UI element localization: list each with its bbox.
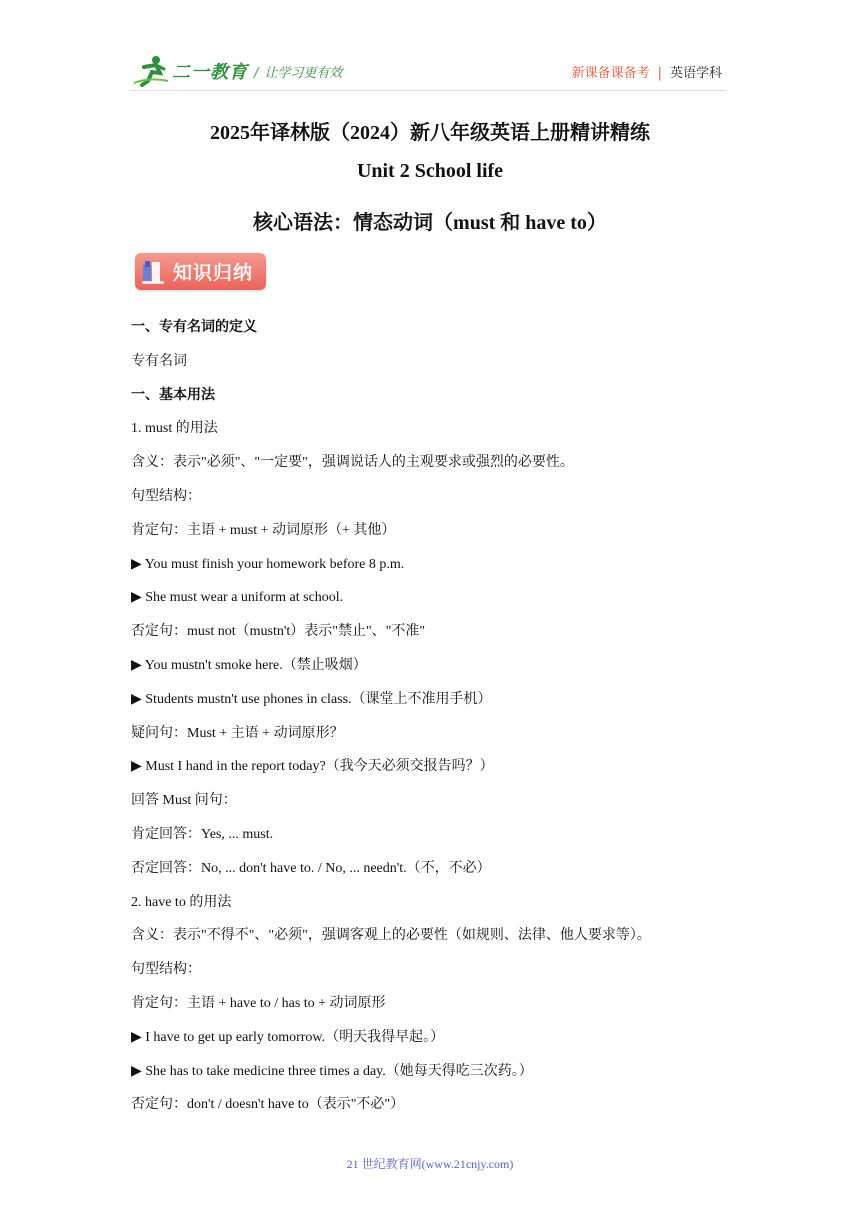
slogan-text: 让学习更有效 — [264, 66, 343, 81]
knowledge-summary-badge — [135, 253, 266, 290]
footer-source: 21 世纪教育网(www.21cnjy.com) — [346, 1157, 514, 1171]
section-heading: 一、专有名词的定义 — [131, 320, 257, 335]
subsection-heading: 2. have to 的用法 — [131, 894, 232, 910]
text-line: 否定回答：No, ... don't have to. / No, ... needn't.（不，不必） — [131, 860, 491, 876]
logo-text: 二一教育 — [172, 62, 248, 83]
subject-tag: 英语学科 — [669, 66, 722, 81]
text-line: 疑问句：Must + 主语 + 动词原形？ — [131, 725, 344, 741]
text-line: 回答 Must 问句： — [131, 793, 237, 809]
header-divider — [130, 90, 726, 91]
header-tags — [572, 62, 722, 81]
text-line: 肯定句：主语 + must + 动词原形（+ 其他） — [131, 522, 396, 538]
text-line: 专有名词 — [131, 353, 187, 369]
text-line: 肯定句：主语 + have to / has to + 动词原形 — [131, 995, 386, 1011]
example-line: ▶ Must I hand in the report today?（我今天必须交报告吗？） — [131, 759, 494, 775]
section-heading: 一、基本用法 — [131, 387, 215, 403]
runner-logo-icon — [130, 55, 170, 87]
text-line: 肯定回答：Yes, ... must. — [131, 826, 274, 842]
example-line: ▶ Students mustn't use phones in class.（课堂上不准用手机） — [131, 691, 492, 707]
text-line: 含义：表示"不得不"、"必须"，强调客观上的必要性（如规则、法律、他人要求等）。 — [131, 928, 651, 944]
books-icon — [141, 259, 165, 285]
text-line: 句型结构： — [131, 962, 201, 978]
example-line: ▶ She has to take medicine three times a day.（她每天得吃三次药。） — [131, 1063, 533, 1079]
example-line: ▶ You mustn't smoke here.（禁止吸烟） — [131, 657, 367, 673]
slash-divider: / — [254, 66, 259, 81]
course-tag: 新课备课备考 — [571, 66, 650, 81]
example-line: ▶ I have to get up early tomorrow.（明天我得早起。） — [131, 1029, 445, 1045]
document-body — [131, 311, 731, 1122]
text-line: 句型结构： — [131, 488, 201, 504]
header-slogan — [254, 62, 342, 81]
text-line: 含义：表示"必须"、"一定要"，强调说话人的主观要求或强烈的必要性。 — [131, 455, 574, 471]
page-header — [130, 55, 730, 91]
unit-title: Unit 2 School life — [356, 160, 504, 182]
text-line: 否定句：must not（mustn't）表示"禁止"、"不准" — [131, 624, 426, 640]
logo — [130, 55, 248, 87]
document-title: 2025年译林版（2024）新八年级英语上册精讲精练 — [210, 122, 650, 144]
text-line: 否定句：don't / doesn't have to（表示"不必"） — [131, 1097, 405, 1113]
header-separator: | — [657, 66, 662, 81]
example-line: ▶ She must wear a uniform at school. — [131, 590, 344, 606]
example-line: ▶ You must finish your homework before 8 p.m. — [131, 556, 405, 572]
grammar-title: 核心语法：情态动词（must 和 have to） — [253, 212, 607, 234]
badge-label: 知识归纳 — [173, 262, 254, 284]
subsection-heading: 1. must 的用法 — [131, 421, 218, 437]
